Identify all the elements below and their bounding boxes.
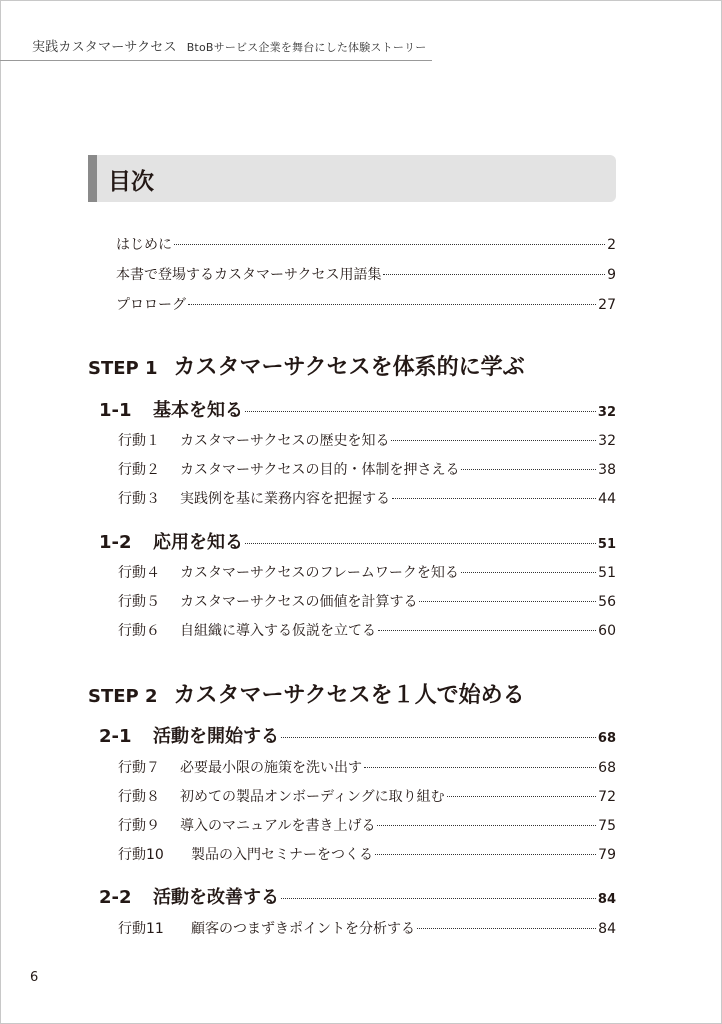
toc-entry-intro[interactable] [116, 234, 616, 254]
toc-action-2[interactable] [118, 459, 616, 479]
action-label: 行動１ [118, 433, 160, 449]
action-title: 顧客のつまずきポイントを分析する [191, 921, 415, 937]
book-title: 実践カスタマーサクセス [32, 40, 177, 55]
action-title: 製品の入門セミナーをつくる [191, 847, 373, 863]
leader-dots [375, 854, 596, 855]
entry-page: 2 [607, 237, 616, 253]
step-title: カスタマーサクセスを１人で始める [173, 683, 525, 708]
toc-section-2-1[interactable] [99, 722, 616, 748]
entry-title: はじめに [116, 237, 172, 253]
action-title: 実践例を基に業務内容を把握する [180, 491, 390, 507]
entry-page: 27 [598, 297, 616, 313]
toc-action-11[interactable] [118, 918, 616, 938]
action-title: 自組織に導入する仮説を立てる [180, 623, 376, 639]
leader-dots [377, 825, 596, 826]
section-number: 2-2 [99, 887, 132, 908]
action-page: 32 [598, 433, 616, 449]
action-title: 導入のマニュアルを書き上げる [180, 818, 376, 834]
section-page: 32 [597, 405, 616, 420]
action-label: 行動11 [118, 921, 164, 937]
action-label: 行動９ [118, 818, 160, 834]
section-number: 1-1 [99, 400, 132, 421]
step-heading-1 [88, 350, 525, 381]
leader-dots [364, 767, 596, 768]
section-title: 活動を開始する [153, 726, 279, 747]
toc-section-2-2[interactable] [99, 883, 616, 909]
action-title: 必要最小限の施策を洗い出す [180, 760, 362, 776]
step-label: STEP 2 [88, 686, 158, 707]
action-page: 51 [598, 565, 616, 581]
section-title: 基本を知る [153, 400, 243, 421]
toc-action-8[interactable] [118, 786, 616, 806]
toc-heading-bar [88, 155, 97, 202]
section-page: 51 [597, 537, 616, 552]
toc-section-1-2[interactable] [99, 528, 616, 554]
leader-dots [378, 630, 596, 631]
leader-dots [419, 601, 596, 602]
action-page: 72 [598, 789, 616, 805]
toc-action-5[interactable] [118, 591, 616, 611]
section-number: 2-1 [99, 726, 132, 747]
action-label: 行動10 [118, 847, 164, 863]
entry-title: 本書で登場するカスタマーサクセス用語集 [116, 267, 382, 283]
book-subtitle: BtoBサービス企業を舞台にした体験ストーリー [186, 41, 427, 54]
section-title: 応用を知る [153, 532, 243, 553]
action-page: 38 [598, 462, 616, 478]
toc-entry-glossary[interactable] [116, 264, 616, 284]
step-heading-2 [88, 678, 525, 709]
section-number: 1-2 [99, 532, 132, 553]
action-label: 行動７ [118, 760, 160, 776]
action-label: 行動４ [118, 565, 160, 581]
leader-dots [383, 274, 605, 275]
toc-title: 目次 [108, 169, 154, 195]
leader-dots [281, 898, 596, 899]
step-title: カスタマーサクセスを体系的に学ぶ [173, 355, 525, 380]
entry-page: 9 [607, 267, 616, 283]
action-title: カスタマーサクセスの目的・体制を押さえる [180, 462, 460, 478]
action-label: 行動３ [118, 491, 160, 507]
leader-dots [391, 440, 596, 441]
action-label: 行動５ [118, 594, 160, 610]
action-title: カスタマーサクセスの歴史を知る [180, 433, 390, 449]
toc-heading [88, 155, 616, 202]
toc-action-4[interactable] [118, 562, 616, 582]
toc-action-9[interactable] [118, 815, 616, 835]
action-title: 初めての製品オンボーディングに取り組む [180, 789, 445, 805]
leader-dots [174, 244, 605, 245]
toc-entry-prologue[interactable] [116, 294, 616, 314]
action-label: 行動６ [118, 623, 160, 639]
action-page: 68 [598, 760, 616, 776]
toc-section-1-1[interactable] [99, 396, 616, 422]
action-label: 行動８ [118, 789, 160, 805]
section-page: 84 [597, 892, 616, 907]
action-title: カスタマーサクセスのフレームワークを知る [180, 565, 459, 581]
toc-action-6[interactable] [118, 620, 616, 640]
section-title: 活動を改善する [153, 887, 279, 908]
action-page: 60 [598, 623, 616, 639]
action-page: 75 [598, 818, 616, 834]
action-page: 56 [598, 594, 616, 610]
leader-dots [245, 411, 596, 412]
leader-dots [245, 543, 596, 544]
toc-action-7[interactable] [118, 757, 616, 777]
leader-dots [417, 928, 596, 929]
action-page: 84 [598, 921, 616, 937]
leader-dots [447, 796, 597, 797]
action-label: 行動２ [118, 462, 160, 478]
toc-action-3[interactable] [118, 488, 616, 508]
running-head [32, 36, 426, 55]
action-page: 79 [598, 847, 616, 863]
toc-action-10[interactable] [118, 844, 616, 864]
action-page: 44 [598, 491, 616, 507]
toc-action-1[interactable] [118, 430, 616, 450]
entry-title: プロローグ [116, 297, 186, 313]
leader-dots [188, 304, 596, 305]
leader-dots [281, 737, 596, 738]
section-page: 68 [597, 731, 616, 746]
header-rule [0, 60, 432, 61]
leader-dots [461, 469, 596, 470]
leader-dots [392, 498, 596, 499]
page-number: 6 [30, 970, 39, 985]
step-label: STEP 1 [88, 358, 158, 379]
leader-dots [461, 572, 596, 573]
action-title: カスタマーサクセスの価値を計算する [180, 594, 418, 610]
